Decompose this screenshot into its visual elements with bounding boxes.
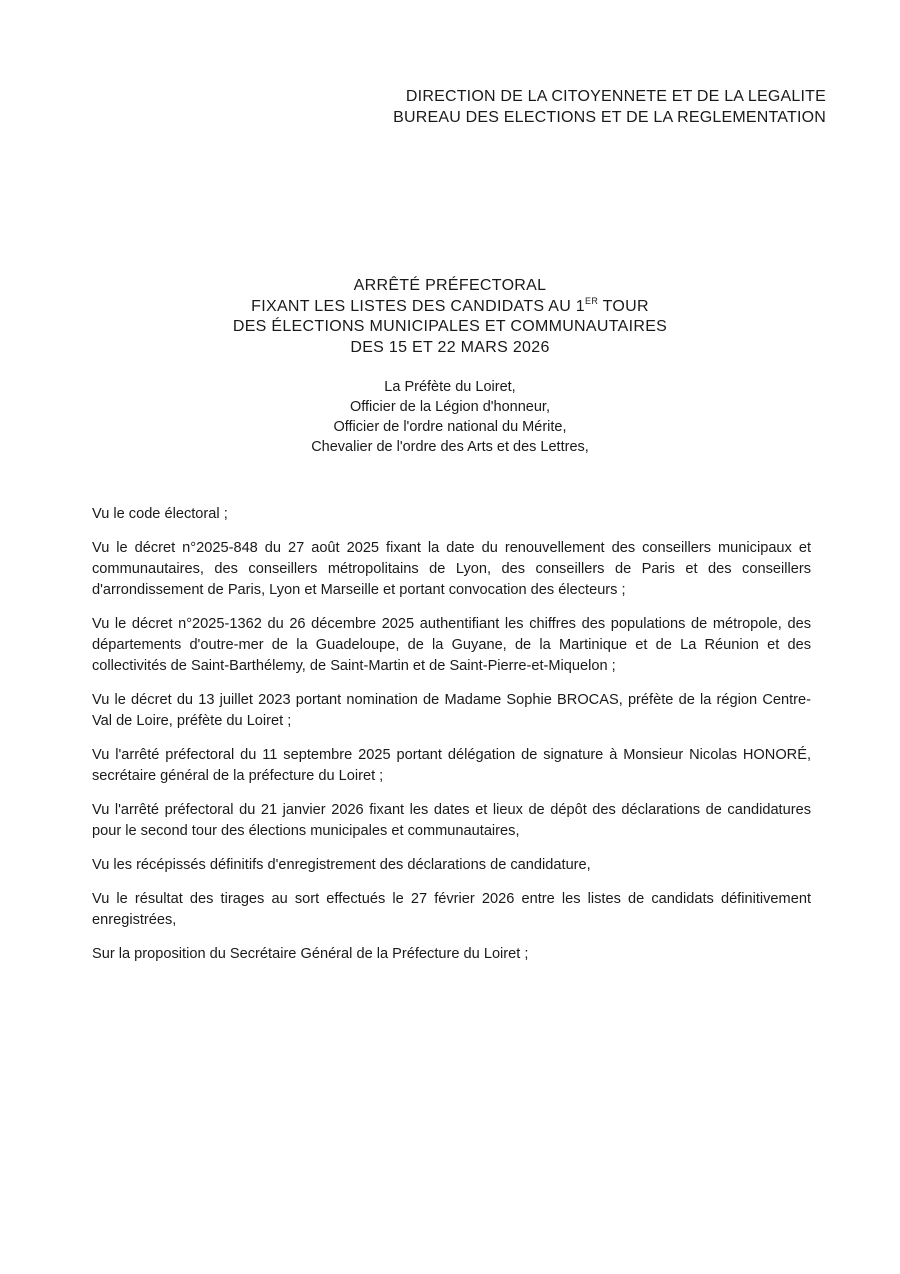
consideration-paragraph: Vu le décret du 13 juillet 2023 portant nomination de Madame Sophie BROCAS, préfète de la région Centre-Val de Loire, préfète du Loiret ; xyxy=(92,692,811,729)
consideration-paragraph: Vu le décret n°2025-1362 du 26 décembre 2025 authentifiant les chiffres des populations de métropole, des départements d'outre-mer de la Guadeloupe, de la Guyane, de la Martinique et de La Réunion et des collectivités de Saint-Barthélemy, de Saint-Martin et de Saint-Pierre-et-Miquelon ; xyxy=(92,616,811,674)
prefect-title-line: La Préfète du Loiret, xyxy=(384,379,516,395)
consideration-paragraph: Vu le code électoral ; xyxy=(92,506,228,522)
consideration-paragraph: Vu le décret n°2025-848 du 27 août 2025 fixant la date du renouvellement des conseillers municipaux et communautaires, des conseillers métropolitains de Lyon, des conseillers de Paris et des conseillers d'arrondissement de Paris, Lyon et Marseille et portant convocation des électeurs ; xyxy=(92,540,811,598)
consideration-paragraph: Vu l'arrêté préfectoral du 11 septembre 2025 portant délégation de signature à Monsieur Nicolas HONORÉ, secrétaire général de la préfecture du Loiret ; xyxy=(92,747,811,784)
title-line-4: DES 15 ET 22 MARS 2026 xyxy=(350,338,550,356)
considerations-list xyxy=(92,504,811,978)
prefect-title-line: Chevalier de l'ordre des Arts et des Lettres, xyxy=(311,439,589,455)
title-line-3: DES ÉLECTIONS MUNICIPALES ET COMMUNAUTAIRES xyxy=(232,318,668,335)
prefect-title-line: Officier de l'ordre national du Mérite, xyxy=(333,419,567,435)
direction-name: DIRECTION DE LA CITOYENNETE ET DE LA LEGALITE xyxy=(405,88,826,105)
issuing-office-header xyxy=(393,86,826,128)
bureau-name: BUREAU DES ELECTIONS ET DE LA REGLEMENTATION xyxy=(393,109,826,126)
consideration-paragraph: Vu le résultat des tirages au sort effectués le 27 février 2026 entre les listes de candidats définitivement enregistrées, xyxy=(92,891,811,928)
prefect-titles xyxy=(0,377,900,457)
decree-title xyxy=(0,276,900,358)
title-line-1: ARRÊTÉ PRÉFECTORAL xyxy=(353,277,547,294)
title-line-2: FIXANT LES LISTES DES CANDIDATS AU 1ER TOUR xyxy=(251,295,649,315)
consideration-paragraph: Sur la proposition du Secrétaire Général de la Préfecture du Loiret ; xyxy=(92,946,529,962)
prefect-title-line: Officier de la Légion d'honneur, xyxy=(349,399,550,415)
consideration-paragraph: Vu l'arrêté préfectoral du 21 janvier 2026 fixant les dates et lieux de dépôt des déclarations de candidatures pour le second tour des élections municipales et communautaires, xyxy=(92,802,811,839)
consideration-paragraph: Vu les récépissés définitifs d'enregistrement des déclarations de candidature, xyxy=(92,857,591,873)
